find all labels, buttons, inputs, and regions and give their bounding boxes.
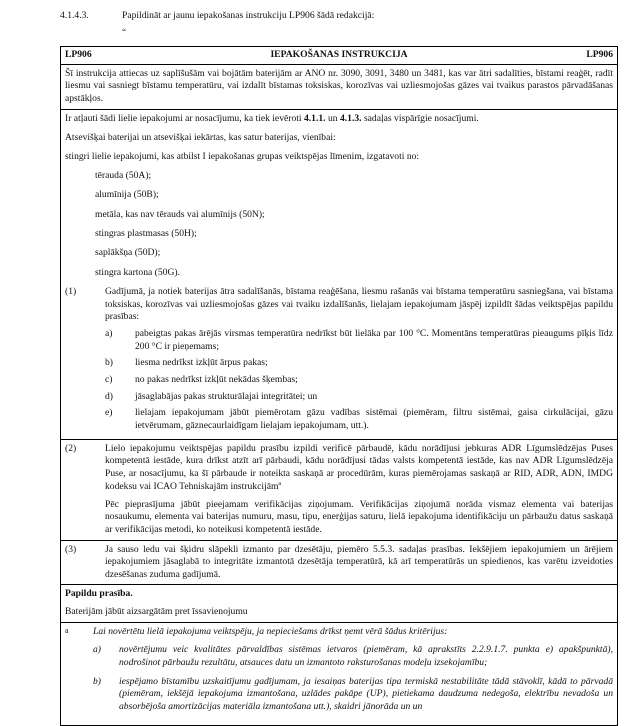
header-code-left: LP906: [65, 49, 92, 60]
item-2-row: [61, 440, 617, 541]
material-item: metāla, kas nav tērauds vai alumīnijs (50N);: [95, 208, 265, 220]
sub-text: jāsaglabājas pakas strukturālajai integritātei; un: [135, 390, 318, 402]
sub-text: liesma nedrīkst izkļūt ārpus pakas;: [135, 357, 268, 369]
footnote-intro: [65, 626, 613, 639]
footnote-text: Lai novērtētu lielā iepakojuma veiktspēju, ja nepieciešams drīkst ņemt vērā šādus kritērijus:: [93, 625, 448, 637]
item-text: Pēc pieprasījuma jābūt pieejamam verifikācijas ziņojumam. Verifikācijas ziņojumā norāda vismaz elementa vai baterijas nosaukumu, elementa vai baterijas numuru, masu, tipu, enerģijas saturu, lielā iepakojuma identifikāciju un pārbaužu datus saskaņā ar verifikācijas metodi, ko noteikusi kompetentā iestāde.: [105, 498, 613, 535]
item-text: Lielo iepakojumu veiktspējas papildu prasību izpildi verificē pārbaudē, kādu norādījusi jebkuras ADR Līgumslēdzējas Puses kompetentā iestāde, kura drīkst atzīt arī pārbaudi, kādu norādījusi tādas valsts kompetentā iestāde, kas nav ADR Līgumslēdzēja Puse, ar nosacījumu, ka šī pārbaude ir noteikta saskaņā ar procedūrām, kuras piemērojamas saskaņā ar RID, ADR, ADN, IMDG kodeksu vai ICAO Tehniskajām instrukcijām: [105, 442, 613, 492]
separate-text: Atsevišķai baterijai un atsevišķai iekārtas, kas satur baterijas, vienībai:: [65, 131, 336, 143]
footnote-sub-item: [65, 676, 613, 714]
sub-letter: e): [105, 407, 113, 419]
item-text: Ja sauso ledu vai šķidru slāpekli izmanto par dzesētāju, piemēro 5.5.3. sadaļas prasības. Iekšējiem iepakojumiem un ārējiem iepakojumiem jāsaglabā to integritāte izmantotā dzesētāja temperatūrā, kā arī temperatūrās un spiedienos, kas varētu izveidoties dzesēšanas zuduma gadījumā.: [105, 543, 613, 580]
footnote-marker: a: [65, 625, 69, 635]
material-item: alumīnija (50B);: [95, 189, 159, 201]
sub-item: [65, 391, 613, 404]
item-number: (1): [65, 286, 77, 298]
additional-title: Papildu prasība.: [65, 588, 133, 600]
material-item: stingra kartona (50G).: [95, 266, 180, 278]
material-item: saplākšņa (50D);: [95, 247, 161, 259]
header-code-right: LP906: [586, 49, 613, 60]
sub-letter: a): [105, 328, 113, 340]
allowed-text: Ir atļauti šādi lielie iepakojumi ar nosacījumu, ka tiek ievēroti 4.1.1. un 4.1.3. sadaļas vispārīgie nosacījumi.: [65, 112, 479, 124]
material-item: tērauda (50A);: [95, 170, 152, 182]
item-number: (3): [65, 543, 77, 555]
sub-letter: d): [105, 390, 113, 402]
sub-letter: b): [93, 675, 101, 687]
sub-letter: c): [105, 374, 113, 386]
numbered-item-3: [65, 544, 613, 582]
header-title: IEPAKOŠANAS INSTRUKCIJA: [270, 49, 408, 60]
additional-requirement: [61, 585, 617, 622]
numbered-item-1: [65, 286, 613, 324]
sub-item: [65, 374, 613, 387]
sub-text: pabeigtas pakas ārējās virsmas temperatūra nedrīkst būt lielāka par 100 °C. Momentāns temperatūras pieaugums pīķis līdz 200 °C ir pieņemams;: [135, 328, 613, 352]
opening-quote: “: [122, 27, 126, 37]
item-3-row: [61, 541, 617, 586]
sub-text: iespējamo bīstamību uzskaitījumu gadījumam, ja iesaiņas baterijas tipa termiskā nestabilitāte tādā stāvoklī, kādā to pārvadā (piemēram, iekšējā iepakojuma izmantošana, uzlādes pakāpe (UP), pietiekama daudzuma nedegoša, elektrību nevadoša un absorbējoša amortizācijas materiāla izmantošana utt.), skaidri jānorāda un un: [119, 675, 613, 713]
section-number: 4.1.4.3.: [60, 10, 89, 21]
rigid-text: stingri lielie iepakojumi, kas atbilst I iepakošanas grupas veiktspējas līmenim, izgatavoti no:: [65, 150, 420, 162]
sub-text: lielajam iepakojumam jābūt piemērotam gāzu vadības sistēmai (piemēram, filtru sistēmai, gaisa cirkulācijai, gāzu ietvērumam, gāznecaurlaidīgam lielajam iepakojumam, utt.).: [135, 407, 613, 432]
numbered-item-2: [65, 443, 613, 494]
sub-item: [65, 328, 613, 353]
sub-text: no pakas nedrīkst izkļūt nekādas šķembas;: [135, 374, 298, 386]
sub-item: [65, 407, 613, 432]
item-number: (2): [65, 442, 77, 454]
amendment-text: Papildināt ar jaunu iepakošanas instrukciju LP906 šādā redakcijā:: [122, 10, 375, 21]
footnote-sub-item: [65, 644, 613, 669]
packing-instruction-table: [60, 46, 618, 726]
sub-letter: b): [105, 357, 113, 369]
item-text: Gadījumā, ja notiek baterijas ātra sadalīšanās, bīstama reaģēšana, liesmu rašanās vai bīstama temperatūru sasniegšana, vai bīstama toksiskas, korozīvas vai uzliesmojošas gāzes vai tvaiku izdalīšanās, lielajam iepakojumam jāspēj izpildīt šādas veiktspējas papildu prasības:: [105, 286, 613, 323]
sub-letter: a): [93, 644, 101, 656]
material-item: stingras plastmasas (50H);: [95, 228, 197, 240]
sub-text: novērtējumu veic kvalitātes pārvaldības sistēmas ietvaros (piemēram, kā aprakstīts 2.2.9.1.7. punkta e) apakšpunktā), nodrošinot pārbaužu rezultātu, atsauces datu un izmantoto raksturošanas modeļu izsekojamību;: [119, 644, 613, 669]
body-row: [61, 110, 617, 440]
verification-report-text: [65, 499, 613, 537]
additional-text: Baterijām jābūt aizsargātām pret īssavienojumu: [65, 606, 248, 618]
sub-item: [65, 357, 613, 370]
footnote-ref: a: [278, 480, 282, 487]
footnote-block: [61, 623, 617, 717]
table-header: [61, 47, 617, 65]
scope-row: Šī instrukcija attiecas uz saplīšušām vai bojātām baterijām ar ANO nr. 3090, 3091, 3480 un 3481, kas var ātri sadalīties, bīstami reaģēt, radīt liesmu vai sasniegt bīstamu temperatūru, vai izdalīt bīstamas toksiskas, korozīvas vai uzliesmojošas gāzes vai tvaikus parastos pārvadāšanas apstākļos.: [61, 65, 617, 110]
